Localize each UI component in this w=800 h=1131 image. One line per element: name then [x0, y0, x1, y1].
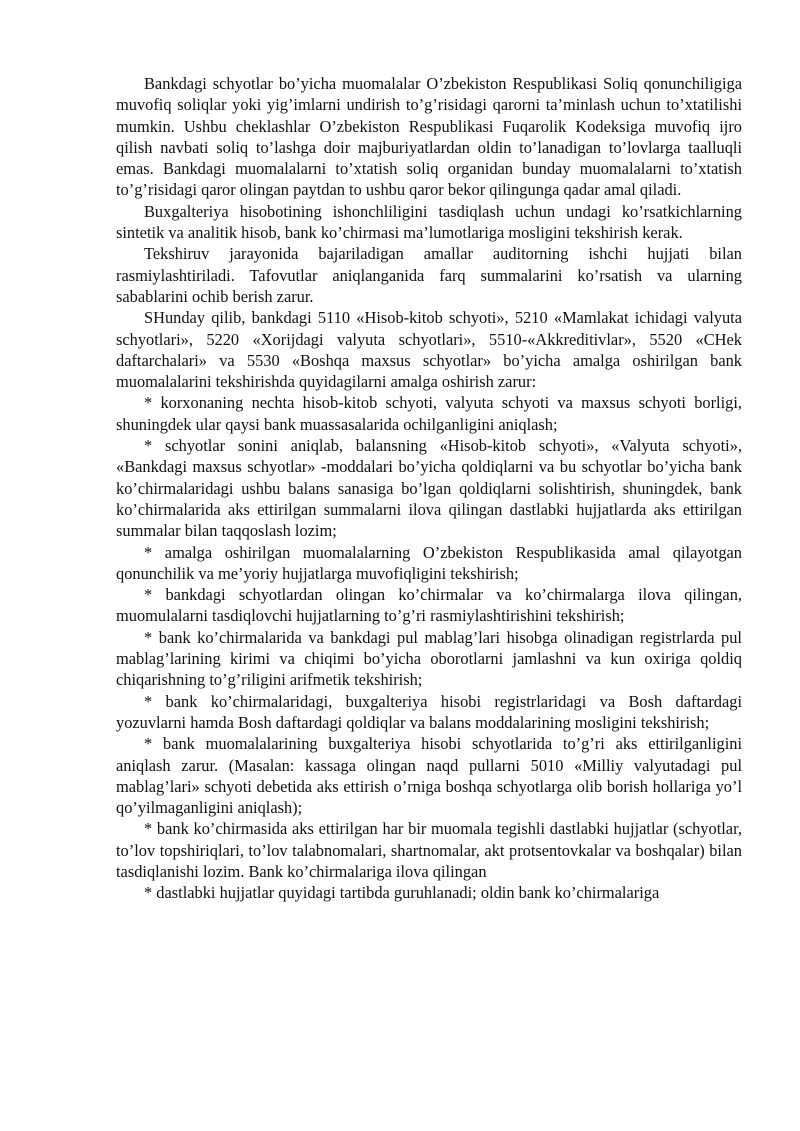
list-item-account-correctness: * bank muomalalarining buxgalteriya hisobi schyotlarida to’g’ri aks ettirilganligini aniqlash zarur. (Masalan: kassaga olingan naqd pullarni 5010 «Milliy valyutadagi pul mablag’lari» schyoti debetida aks ettirish o’rniga boshqa schyotlarga olib borish hollariga yo’l qo’yilmaganligini aniqlash);	[116, 734, 742, 818]
paragraph-working-paper: Tekshiruv jarayonida bajariladigan amallar auditorning ishchi hujjati bilan rasmiylashtiriladi. Tafovutlar aniqlanganida farq summalarini ko’rsatish va ularning sabablarini ochib berish zarur.	[116, 244, 742, 306]
list-item-doc-grouping: * dastlabki hujjatlar quyidagi tartibda guruhlanadi; oldin bank ko’chirmalariga	[144, 883, 660, 903]
list-item-balance-reconcile: * schyotlar sonini aniqlab, balansning «Hisob-kitob schyoti», «Valyuta schyoti», «Bankdagi maxsus schyotlar» -moddalari bo’yicha qoldiqlarni va bu schyotlar bo’yicha bank ko’chirmalaridagi ushbu balans sanasiga bo’lgan qoldiqlarni solishtirish, shuningdek, bank ko’chirmalarida aks ettirilgan summalarni ilova qilingan dastlabki hujjatlarda aks ettirilgan summalar bilan taqqoslash lozim;	[116, 436, 742, 541]
paragraph-tax-suspension: Bankdagi schyotlar bo’yicha muomalalar O’zbekiston Respublikasi Soliq qonunchiligiga muvofiq soliqlar yoki yig’imlarni undirish to’g’risidagi qarorni ta’minlash uchun to’xtatilishi mumkin. Ushbu cheklashlar O’zbekiston Respublikasi Fuqarolik Kodeksiga muvofiq ijro qilish navbati soliq to’lashga doir majburiyatlardan oldin to’lanadigan to’lovlarga taalluqli emas. Bankdagi muomalalarni to’xtatish soliq organidan bunday muomalalarni to’xtatish to’g’risidagi qaror olingan paytdan to ushbu qaror bekor qilingunga qadar amal qiladi.	[116, 74, 742, 200]
paragraph-bank-accounts: SHunday qilib, bankdagi 5110 «Hisob-kitob schyoti», 5210 «Mamlakat ichidagi valyuta schyotlari», 5220 «Xorijdagi valyuta schyotlari», 5510-«Akkreditivlar», 5520 «CHek daftarchalari» va 5530 «Boshqa maxsus schyotlar» bo’yicha amalga oshirilgan bank muomalalarini tekshirishda quyidagilarni amalga oshirish zarur:	[116, 308, 742, 392]
list-item-arithmetic-check: * bank ko’chirmalarida va bankdagi pul mablag’lari hisobga olinadigan registrlarda pul mablag’larining kirimi va chiqimi bo’yicha oborotlarni jamlashni va kun oxiriga qoldiq chiqarishning to’g’riligini arifmetik tekshirish;	[116, 627, 742, 690]
list-item-legal-compliance: * amalga oshirilgan muomalalarning O’zbekiston Respublikasida amal qilayotgan qonunchilik va me’yoriy hujjatlarga muvofiqligini tekshirish;	[116, 542, 742, 583]
list-item-supporting-docs: * bank ko’chirmasida aks ettirilgan har bir muomala tegishli dastlabki hujjatlar (schyotlar, to’lov topshiriqlari, to’lov talabnomalari, shartnomalar, akt protsentovkalar va boshqalar) bilan tasdiqlanishi lozim. Bank ko’chirmalariga ilova qilingan	[116, 819, 742, 881]
list-item-accounts-count: * korxonaning nechta hisob-kitob schyoti, valyuta schyoti va maxsus schyoti borligi, shuningdek ular qaysi bank muassasalarida ochilganligini aniqlash;	[116, 393, 742, 434]
list-item-ledger-match: * bank ko’chirmalaridagi, buxgalteriya hisobi registrlaridagi va Bosh daftardagi yozuvlarni hamda Bosh daftardagi qoldiqlar va balans moddalarining mosligini tekshirish;	[116, 691, 742, 732]
paragraph-reliability-check: Buxgalteriya hisobotining ishonchliligini tasdiqlash uchun undagi ko’rsatkichlarning sintetik va analitik hisob, bank ko’chirmasi ma’lumotlariga mosligini tekshirish kerak.	[116, 201, 742, 243]
list-item-statement-docs: * bankdagi schyotlardan olingan ko’chirmalar va ko’chirmalarga ilova qilingan, muomulalarni tasdiqlovchi hujjatlarning to’g’ri rasmiylashtirishini tekshirish;	[116, 585, 742, 626]
